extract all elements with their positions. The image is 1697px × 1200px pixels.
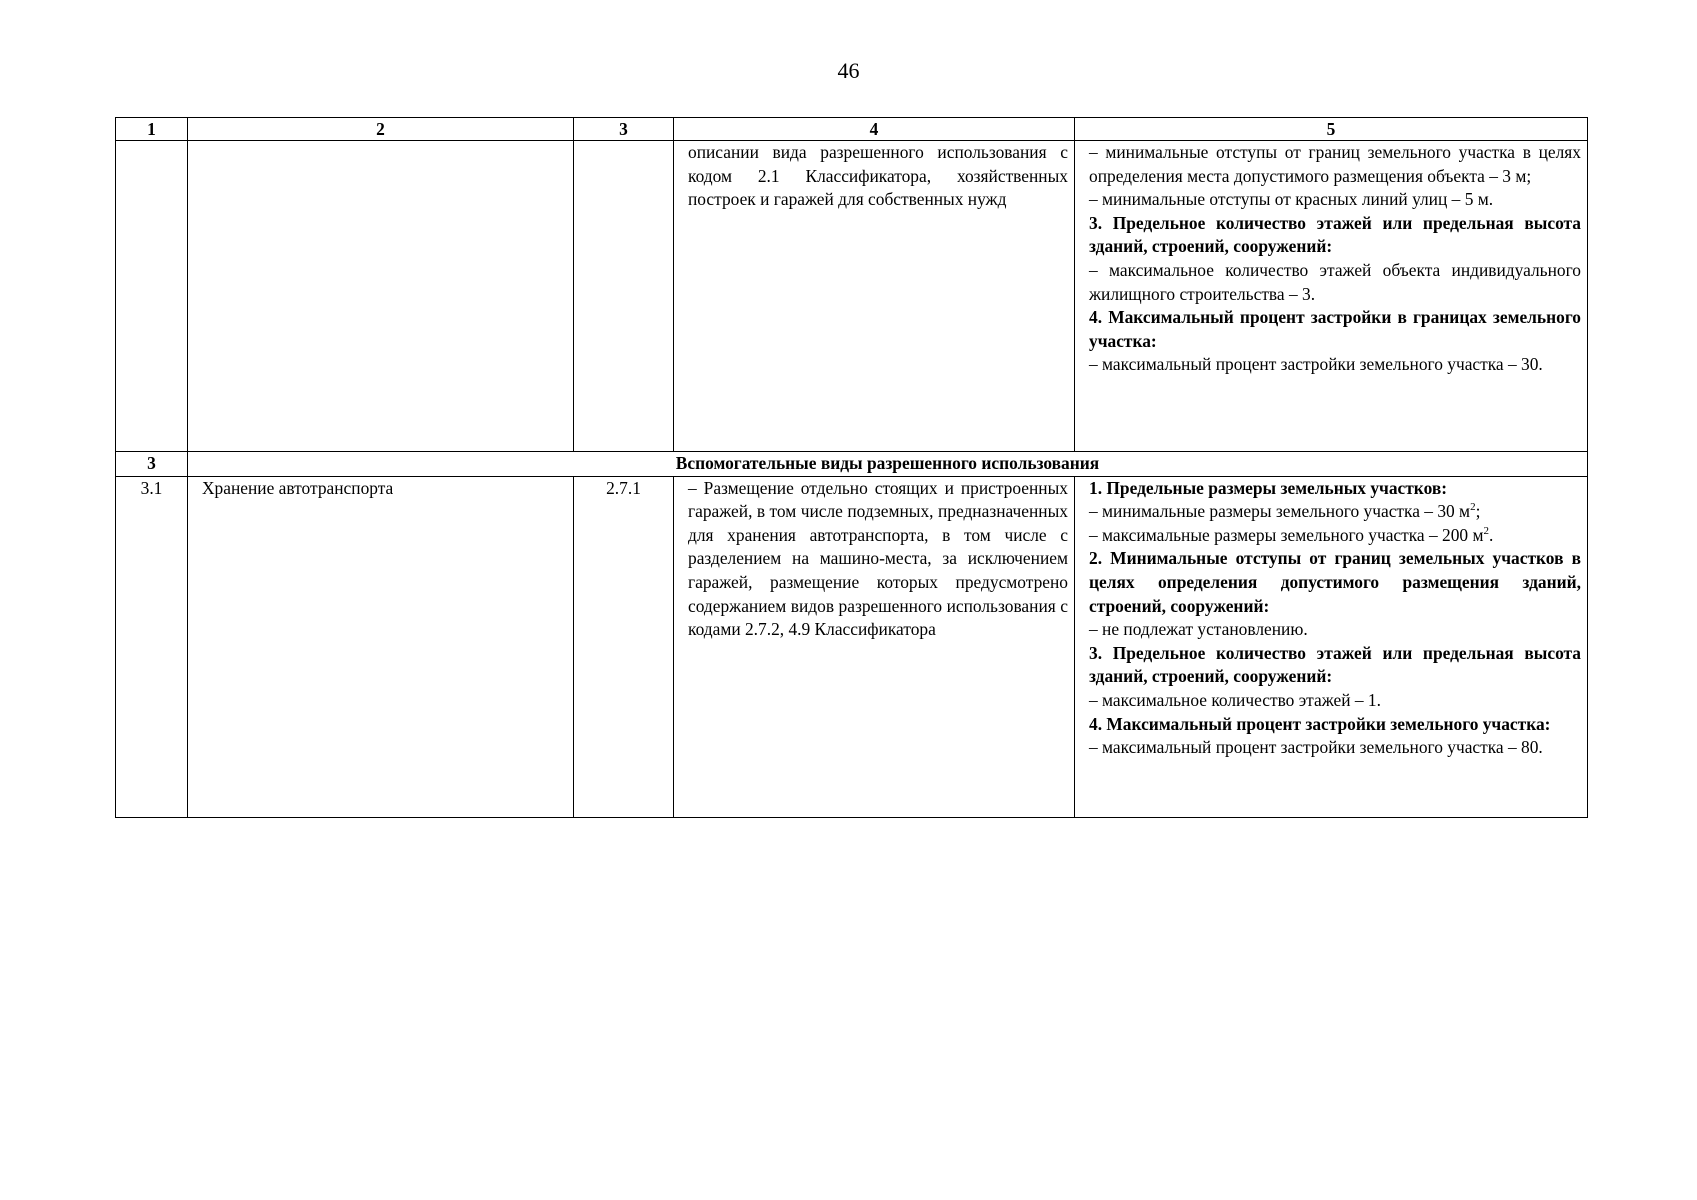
superscript: 2 xyxy=(1470,501,1476,514)
param-heading: 4. Максимальный процент застройки земельного участка: xyxy=(1089,713,1551,734)
param-heading: 1. Предельные размеры земельных участков: xyxy=(1089,477,1448,498)
cell-parameters xyxy=(1075,476,1588,817)
param-line-max-area xyxy=(1089,524,1581,548)
cell-num: 3.1 xyxy=(116,476,188,817)
cell-description xyxy=(674,141,1075,452)
description-text: описании вида разрешенного использования с кодом 2.1 Классификатора, хозяйственных построек и гаражей для собственных нужд xyxy=(688,142,1068,210)
cell-description xyxy=(674,476,1075,817)
param-line: – максимальное количество этажей – 1. xyxy=(1089,689,1381,710)
column-header-1: 1 xyxy=(116,118,188,141)
cell-name xyxy=(188,141,574,452)
param-heading: 3. Предельное количество этажей или предельная высота зданий, строений, сооружений: xyxy=(1089,212,1581,257)
section-row xyxy=(116,452,1588,477)
table-row xyxy=(116,476,1588,817)
param-line: – не подлежат установлению. xyxy=(1089,619,1308,640)
column-header-4: 4 xyxy=(674,118,1075,141)
column-header-2: 2 xyxy=(188,118,574,141)
param-heading: 4. Максимальный процент застройки в границах земельного участка: xyxy=(1089,307,1581,351)
cell-parameters xyxy=(1075,141,1588,452)
column-header-3: 3 xyxy=(574,118,674,141)
column-header-5: 5 xyxy=(1075,118,1588,141)
cell-code xyxy=(574,141,674,452)
param-line: – минимальные отступы от красных линий улиц – 5 м. xyxy=(1089,189,1494,210)
param-line-min-area xyxy=(1089,500,1581,524)
param-line: – минимальные отступы от границ земельного участка в целях определения места допустимого размещения объекта – 3 м; xyxy=(1089,142,1581,186)
param-heading: 3. Предельное количество этажей или предельная высота зданий, строений, сооружений: xyxy=(1089,642,1581,687)
section-title: Вспомогательные виды разрешенного использования xyxy=(188,452,1588,477)
param-line: – максимальный процент застройки земельного участка – 80. xyxy=(1089,737,1543,758)
param-min-area-end: ; xyxy=(1475,501,1481,522)
superscript: 2 xyxy=(1483,524,1489,537)
param-max-area-text: – максимальные размеры земельного участка – 200 м xyxy=(1089,524,1484,545)
cell-num xyxy=(116,141,188,452)
section-number: 3 xyxy=(116,452,188,477)
cell-name: Хранение автотранспорта xyxy=(188,476,574,817)
param-heading: 2. Минимальные отступы от границ земельных участков в целях определения допустимого размещения зданий, строений, сооружений: xyxy=(1089,548,1581,616)
page-number: 46 xyxy=(837,58,860,83)
param-line: – максимальное количество этажей объекта индивидуального жилищного строительства – 3. xyxy=(1089,259,1581,304)
param-min-area-text: – минимальные размеры земельного участка – 30 м xyxy=(1089,501,1471,522)
land-use-table xyxy=(115,117,1588,818)
cell-code: 2.7.1 xyxy=(574,476,674,817)
param-line: – максимальный процент застройки земельного участка – 30. xyxy=(1089,354,1543,375)
param-max-area-end: . xyxy=(1488,524,1494,545)
table-row-continued xyxy=(116,141,1588,452)
table-header-row xyxy=(116,118,1588,141)
description-text: – Размещение отдельно стоящих и пристроенных гаражей, в том числе подземных, предназначенных для хранения автотранспорта, в том числе с разделением на машино-места, за исключением гаражей, размещение которых предусмотрено содержанием видов разрешенного использования с кодами 2.7.2, 4.9 Классификатора xyxy=(688,477,1068,640)
